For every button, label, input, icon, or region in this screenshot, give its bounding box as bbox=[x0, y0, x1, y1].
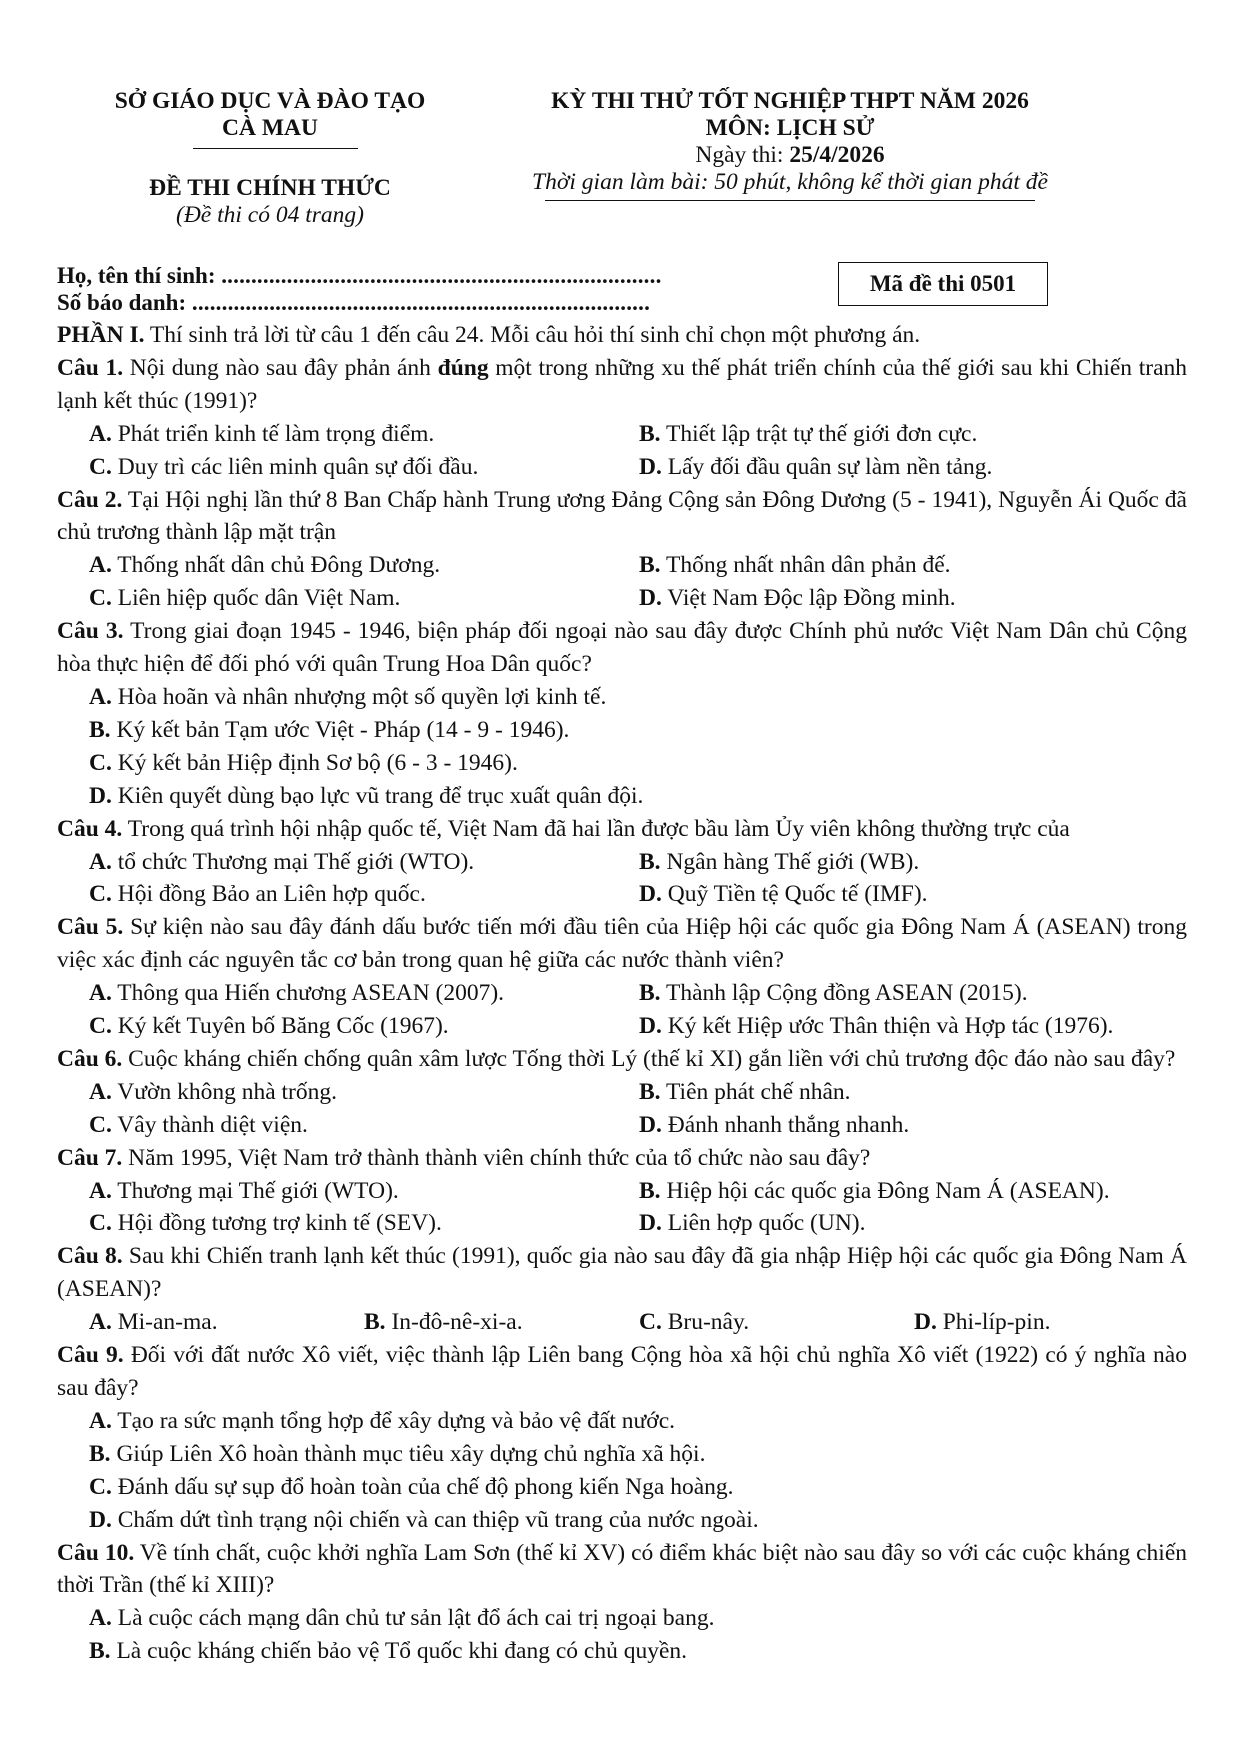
question-text: một trong những xu thế phát triển chính của thế giới sau khi Chiến tranh lạnh kết thúc (1991)? bbox=[57, 354, 1187, 414]
option-key: B. bbox=[639, 420, 661, 447]
option-key: A. bbox=[89, 1407, 112, 1434]
candidate-name-line bbox=[57, 262, 662, 289]
answer-option[interactable] bbox=[89, 1076, 639, 1109]
option-text: Hội đồng Bảo an Liên hợp quốc. bbox=[111, 881, 426, 908]
answer-option[interactable] bbox=[639, 1109, 1219, 1142]
question-stem bbox=[57, 484, 1187, 550]
question-text: Về tính chất, cuộc khởi nghĩa Lam Sơn (thế kỉ XV) có điểm khác biệt nào sau đây so với các cuộc kháng chiến thời Trần (thế kỉ XIII)? bbox=[57, 1539, 1187, 1599]
option-text: Thương mại Thế giới (WTO). bbox=[111, 1177, 399, 1204]
date-value: 25/4/2026 bbox=[789, 142, 885, 168]
answer-options bbox=[57, 418, 1187, 484]
option-key: A. bbox=[89, 420, 112, 447]
answer-options bbox=[57, 1076, 1187, 1142]
question-stem bbox=[57, 1537, 1187, 1603]
option-text: Bru-nây. bbox=[661, 1309, 750, 1336]
answer-option[interactable] bbox=[639, 582, 1219, 615]
option-key: C. bbox=[89, 1111, 112, 1138]
option-key: B. bbox=[89, 716, 111, 743]
question-text: Sự kiện nào sau đây đánh dấu bước tiến mới đầu tiên của Hiệp hội các quốc gia Đông Nam Á (ASEAN) trong việc xác định các nguyên tắc cơ bản trong quan hệ giữa các nước thành viên? bbox=[57, 914, 1187, 974]
answer-options bbox=[57, 549, 1187, 615]
option-text: Đánh dấu sự sụp đổ hoàn toàn của chế độ phong kiến Nga hoàng. bbox=[111, 1473, 734, 1500]
answer-option[interactable] bbox=[639, 1306, 914, 1339]
question-stem bbox=[57, 1339, 1187, 1405]
answer-option[interactable] bbox=[57, 1405, 1187, 1438]
option-text: Duy trì các liên minh quân sự đối đầu. bbox=[111, 453, 479, 480]
date-label: Ngày thi: bbox=[695, 142, 790, 168]
question-stem bbox=[57, 813, 1187, 846]
question-body bbox=[57, 319, 1187, 1668]
option-key: D. bbox=[639, 585, 662, 612]
question-emphasis: đúng bbox=[437, 354, 489, 381]
candidate-name-label: Họ, tên thí sinh: bbox=[57, 263, 222, 288]
option-key: D. bbox=[89, 782, 112, 809]
option-key: A. bbox=[89, 1177, 112, 1204]
answer-option[interactable] bbox=[57, 714, 1187, 747]
candidate-name-field[interactable]: .......................................................................... bbox=[221, 263, 662, 288]
part-instruction bbox=[57, 319, 1187, 352]
option-text: Là cuộc cách mạng dân chủ tư sản lật đổ ách cai trị ngoại bang. bbox=[111, 1605, 715, 1632]
answer-option[interactable] bbox=[57, 1602, 1187, 1635]
answer-option[interactable] bbox=[89, 549, 639, 582]
part-text: Thí sinh trả lời từ câu 1 đến câu 24. Mỗi câu hỏi thí sinh chỉ chọn một phương án. bbox=[144, 322, 921, 348]
question-text: Năm 1995, Việt Nam trở thành thành viên chính thức của tổ chức nào sau đây? bbox=[122, 1144, 871, 1171]
option-text: Hội đồng tương trợ kinh tế (SEV). bbox=[111, 1210, 442, 1237]
exam-title: KỲ THI THỬ TỐT NGHIỆP THPT NĂM 2026 bbox=[551, 88, 1029, 114]
answer-option[interactable] bbox=[89, 582, 639, 615]
option-key: C. bbox=[89, 1473, 112, 1500]
option-key: C. bbox=[89, 1210, 112, 1237]
question-stem bbox=[57, 352, 1187, 418]
candidate-id-field[interactable]: ............................................................................. bbox=[191, 290, 651, 315]
option-key: C. bbox=[89, 881, 112, 908]
candidate-info bbox=[57, 262, 662, 316]
option-text: Ký kết Tuyên bố Băng Cốc (1967). bbox=[111, 1013, 449, 1040]
option-key: A. bbox=[89, 1078, 112, 1105]
option-key: C. bbox=[89, 1013, 112, 1040]
option-key: C. bbox=[89, 585, 112, 612]
question-text: Tại Hội nghị lần thứ 8 Ban Chấp hành Trung ương Đảng Cộng sản Đông Dương (5 - 1941), Nguyễn Ái Quốc đã chủ trương thành lập mặt trận bbox=[57, 486, 1187, 546]
header-divider-right bbox=[545, 200, 1035, 201]
answer-option[interactable] bbox=[639, 1175, 1219, 1208]
question-number: Câu 10. bbox=[57, 1539, 135, 1566]
question-stem bbox=[57, 1043, 1187, 1076]
official-block bbox=[75, 175, 465, 229]
answer-option[interactable] bbox=[914, 1306, 1189, 1339]
answer-option[interactable] bbox=[639, 846, 1219, 879]
option-key: C. bbox=[639, 1309, 662, 1336]
option-text: Chấm dứt tình trạng nội chiến và can thiệp vũ trang của nước ngoài. bbox=[111, 1506, 759, 1533]
answer-option[interactable] bbox=[89, 878, 639, 911]
answer-option[interactable] bbox=[57, 1504, 1187, 1537]
answer-option[interactable] bbox=[364, 1306, 639, 1339]
answer-option[interactable] bbox=[89, 1109, 639, 1142]
answer-option[interactable] bbox=[639, 418, 1219, 451]
answer-option[interactable] bbox=[89, 451, 639, 484]
answer-option[interactable] bbox=[89, 977, 639, 1010]
question-number: Câu 5. bbox=[57, 914, 124, 941]
option-text: Liên hiệp quốc dân Việt Nam. bbox=[111, 585, 401, 612]
option-text: Vườn không nhà trống. bbox=[111, 1078, 337, 1105]
candidate-id-label: Số báo danh: bbox=[57, 290, 192, 315]
exam-subject: MÔN: LỊCH SỬ bbox=[705, 115, 875, 141]
option-text: Mi-an-ma. bbox=[111, 1309, 218, 1336]
question-text: Cuộc kháng chiến chống quân xâm lược Tống thời Lý (thế kỉ XI) gắn liền với chủ trương độc đáo nào sau đây? bbox=[122, 1045, 1176, 1072]
answer-option[interactable] bbox=[89, 1010, 639, 1043]
answer-options bbox=[57, 846, 1187, 912]
option-text: Liên hợp quốc (UN). bbox=[661, 1210, 866, 1237]
option-key: B. bbox=[89, 1440, 111, 1467]
option-key: A. bbox=[89, 848, 112, 875]
question-text: Nội dung nào sau đây phản ánh bbox=[123, 354, 438, 381]
option-key: A. bbox=[89, 1309, 112, 1336]
option-text: Kiên quyết dùng bạo lực vũ trang để trục xuất quân đội. bbox=[111, 782, 644, 809]
answer-option[interactable] bbox=[57, 747, 1187, 780]
option-text: Lấy đối đầu quân sự làm nền tảng. bbox=[661, 453, 993, 480]
option-key: A. bbox=[89, 1605, 112, 1632]
header-divider-left bbox=[193, 148, 358, 149]
option-text: Phát triển kinh tế làm trọng điểm. bbox=[111, 420, 435, 447]
answer-option[interactable] bbox=[57, 780, 1187, 813]
option-text: Ký kết bản Tạm ước Việt - Pháp (14 - 9 - 1946). bbox=[110, 716, 570, 743]
question-number: Câu 3. bbox=[57, 618, 124, 645]
answer-option[interactable] bbox=[639, 878, 1219, 911]
answer-options bbox=[57, 977, 1187, 1043]
option-key: B. bbox=[639, 552, 661, 579]
option-key: B. bbox=[639, 980, 661, 1007]
question-stem bbox=[57, 1142, 1187, 1175]
option-text: Thiết lập trật tự thế giới đơn cực. bbox=[660, 420, 978, 447]
answer-option[interactable] bbox=[639, 1076, 1219, 1109]
answer-option[interactable] bbox=[89, 418, 639, 451]
option-text: Ngân hàng Thế giới (WB). bbox=[660, 848, 920, 875]
answer-option[interactable] bbox=[639, 1010, 1219, 1043]
question-stem bbox=[57, 615, 1187, 681]
official-label: ĐỀ THI CHÍNH THỨC bbox=[149, 175, 391, 201]
option-key: A. bbox=[89, 552, 112, 579]
option-text: Ký kết bản Hiệp định Sơ bộ (6 - 3 - 1946). bbox=[111, 749, 518, 776]
option-key: D. bbox=[914, 1309, 937, 1336]
answer-options bbox=[57, 1306, 1187, 1339]
answer-option[interactable] bbox=[639, 451, 1219, 484]
question-number: Câu 9. bbox=[57, 1342, 124, 1369]
question-number: Câu 7. bbox=[57, 1144, 123, 1171]
option-key: D. bbox=[639, 1210, 662, 1237]
option-key: B. bbox=[639, 1177, 661, 1204]
option-key: C. bbox=[89, 749, 112, 776]
option-text: Đánh nhanh thắng nhanh. bbox=[661, 1111, 910, 1138]
option-text: Là cuộc kháng chiến bảo vệ Tổ quốc khi đang có chủ quyền. bbox=[110, 1638, 688, 1665]
option-text: Tạo ra sức mạnh tổng hợp để xây dựng và bảo vệ đất nước. bbox=[111, 1407, 676, 1434]
question-text: Trong quá trình hội nhập quốc tế, Việt Nam đã hai lần được bầu làm Ủy viên không thường trực của bbox=[122, 815, 1070, 842]
option-text: Vây thành diệt viện. bbox=[111, 1111, 308, 1138]
option-key: B. bbox=[364, 1309, 386, 1336]
option-key: D. bbox=[639, 1013, 662, 1040]
option-key: D. bbox=[639, 881, 662, 908]
question-stem bbox=[57, 911, 1187, 977]
option-text: tổ chức Thương mại Thế giới (WTO). bbox=[111, 848, 475, 875]
option-text: Tiên phát chế nhân. bbox=[660, 1078, 851, 1105]
answer-option[interactable] bbox=[57, 1471, 1187, 1504]
answer-option[interactable] bbox=[89, 1306, 364, 1339]
part-label: PHẦN I. bbox=[57, 322, 145, 348]
option-key: B. bbox=[639, 848, 661, 875]
question-text: Đối với đất nước Xô viết, việc thành lập Liên bang Cộng hòa xã hội chủ nghĩa Xô viết (1922) có ý nghĩa nào sau đây? bbox=[57, 1342, 1187, 1401]
province-name: CÀ MAU bbox=[222, 115, 318, 141]
option-key: A. bbox=[89, 683, 112, 710]
option-key: D. bbox=[639, 1111, 662, 1138]
answer-option[interactable] bbox=[89, 846, 639, 879]
option-key: D. bbox=[89, 1506, 112, 1533]
option-text: Việt Nam Độc lập Đồng minh. bbox=[661, 585, 956, 612]
answer-options bbox=[57, 1175, 1187, 1241]
option-text: Thống nhất dân chủ Đông Dương. bbox=[111, 552, 441, 579]
answer-option[interactable] bbox=[639, 977, 1219, 1010]
option-key: B. bbox=[89, 1638, 111, 1665]
exam-date bbox=[490, 142, 1090, 169]
question-number: Câu 8. bbox=[57, 1243, 123, 1270]
answer-option[interactable] bbox=[89, 1175, 639, 1208]
option-key: A. bbox=[89, 980, 112, 1007]
exam-header bbox=[490, 88, 1090, 196]
department-header bbox=[75, 88, 465, 142]
candidate-id-line bbox=[57, 289, 662, 316]
option-text: Thành lập Cộng đồng ASEAN (2015). bbox=[660, 980, 1028, 1007]
option-text: Thông qua Hiến chương ASEAN (2007). bbox=[111, 980, 505, 1007]
question-text: Sau khi Chiến tranh lạnh kết thúc (1991), quốc gia nào sau đây đã gia nhập Hiệp hội các quốc gia Đông Nam Á (ASEAN)? bbox=[57, 1243, 1187, 1303]
answer-option[interactable] bbox=[639, 1207, 1219, 1240]
exam-code-box: Mã đề thi 0501 bbox=[838, 262, 1048, 306]
question-number: Câu 6. bbox=[57, 1045, 123, 1072]
option-key: D. bbox=[639, 453, 662, 480]
question-text: Trong giai đoạn 1945 - 1946, biện pháp đối ngoại nào sau đây được Chính phủ nước Việt Nam Dân chủ Cộng hòa thực hiện để đối phó với quân Trung Hoa Dân quốc? bbox=[57, 618, 1187, 678]
time-note: Thời gian làm bài: 50 phút, không kể thời gian phát đề bbox=[532, 169, 1048, 195]
answer-option[interactable] bbox=[57, 681, 1187, 714]
option-text: Quỹ Tiền tệ Quốc tế (IMF). bbox=[661, 881, 928, 908]
option-text: Hòa hoãn và nhân nhượng một số quyền lợi kinh tế. bbox=[111, 683, 607, 710]
option-text: Giúp Liên Xô hoàn thành mục tiêu xây dựng chủ nghĩa xã hội. bbox=[110, 1440, 706, 1467]
option-key: B. bbox=[639, 1078, 661, 1105]
answer-option[interactable] bbox=[57, 1438, 1187, 1471]
option-key: C. bbox=[89, 453, 112, 480]
question-number: Câu 4. bbox=[57, 815, 123, 842]
option-text: Ký kết Hiệp ước Thân thiện và Hợp tác (1976). bbox=[661, 1013, 1114, 1040]
question-stem bbox=[57, 1240, 1187, 1306]
option-text: Phi-líp-pin. bbox=[936, 1309, 1051, 1336]
option-text: In-đô-nê-xi-a. bbox=[385, 1309, 523, 1336]
answer-option[interactable] bbox=[57, 1635, 1187, 1668]
answer-option[interactable] bbox=[89, 1207, 639, 1240]
option-text: Hiệp hội các quốc gia Đông Nam Á (ASEAN). bbox=[660, 1177, 1110, 1204]
pages-note: (Đề thi có 04 trang) bbox=[176, 202, 364, 228]
question-number: Câu 1. bbox=[57, 354, 124, 381]
answer-option[interactable] bbox=[639, 549, 1219, 582]
department-name: SỞ GIÁO DỤC VÀ ĐÀO TẠO bbox=[114, 88, 426, 114]
option-text: Thống nhất nhân dân phản đế. bbox=[660, 552, 951, 579]
question-number: Câu 2. bbox=[57, 486, 123, 513]
